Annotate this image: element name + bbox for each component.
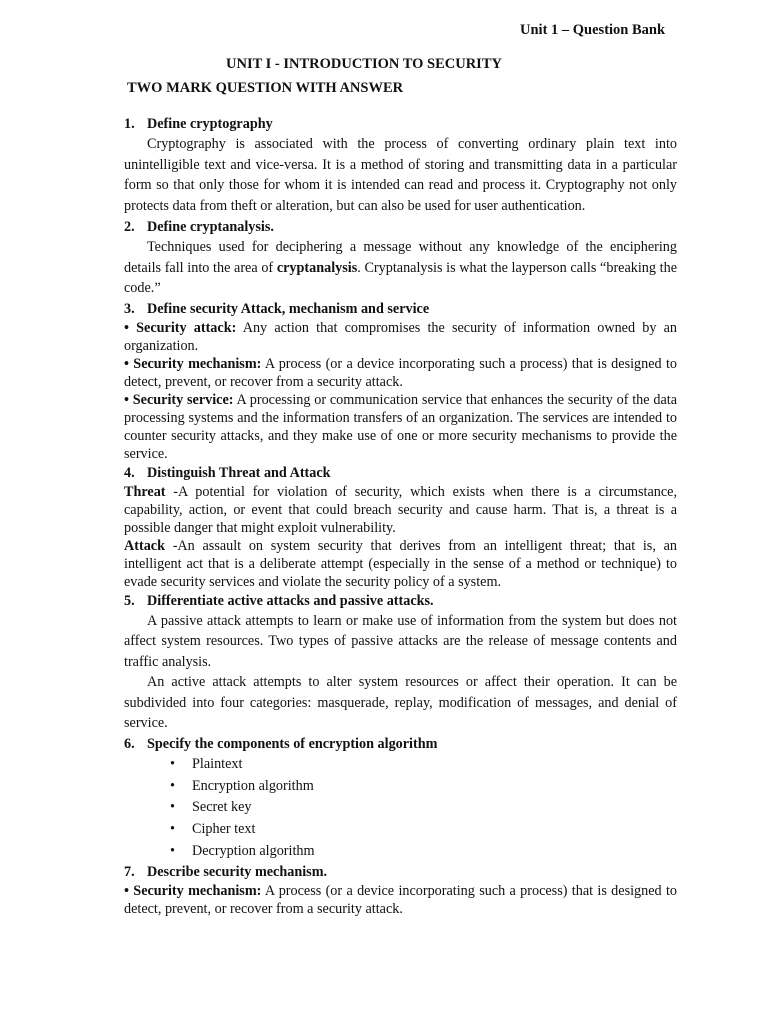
- question-title: Define cryptography: [147, 116, 273, 132]
- document-body: [124, 114, 677, 918]
- bullet-icon: •: [170, 799, 175, 816]
- attack-definition: [124, 537, 677, 591]
- running-header: Unit 1 – Question Bank: [520, 22, 666, 38]
- question-title: Differentiate active attacks and passive attacks.: [147, 592, 434, 609]
- definition-text: -A potential for violation of security, which exists when there is a circumstance, capability, action, or event that could breach security and cause harm. That is, a threat is a possible danger that might exploit vulnerability.: [124, 483, 677, 536]
- security-mechanism-answer: [124, 882, 677, 918]
- unit-title: UNIT I - INTRODUCTION TO SECURITY: [226, 56, 502, 72]
- section-title: TWO MARK QUESTION WITH ANSWER: [127, 80, 404, 96]
- list-item: [170, 754, 677, 776]
- definition-text: A process (or a device incorporating such a process) that is designed to detect, prevent, or recover from a security attack.: [124, 355, 677, 390]
- list-item: [170, 776, 677, 798]
- security-attack-definition: [124, 319, 677, 355]
- component-list: [124, 754, 677, 863]
- question-3-heading: [124, 299, 677, 319]
- question-1-heading: [124, 114, 677, 134]
- passive-attack-paragraph: A passive attack attempts to learn or make use of information from the system but does not affect system resources. Two types of passive attacks are the release of message contents and traffic analysis.: [124, 612, 677, 670]
- list-item-text: Cipher text: [192, 821, 256, 838]
- definition-text: -An assault on system security that derives from an intelligent threat; that is, an intelligent act that is a deliberate attempt (especially in the sense of a method or technique) to evade security services and violate the security policy of a system.: [124, 537, 677, 590]
- question-title: Define security Attack, mechanism and service: [147, 300, 430, 317]
- question-4-heading: [124, 463, 677, 483]
- answer-2-paragraph: [124, 237, 677, 299]
- bold-term: • Security mechanism:: [124, 355, 262, 372]
- question-title: Distinguish Threat and Attack: [147, 464, 331, 481]
- question-number: 2.: [124, 218, 135, 235]
- bullet-icon: •: [170, 777, 175, 794]
- bold-term: Attack: [124, 537, 165, 554]
- answer-text: Techniques used for deciphering a message without any knowledge of the enciphering details fall into the area of: [124, 238, 677, 276]
- bullet-icon: •: [170, 842, 175, 859]
- question-title: Specify the components of encryption algorithm: [147, 735, 438, 752]
- list-item-text: Encryption algorithm: [192, 777, 314, 794]
- list-item-text: Decryption algorithm: [192, 842, 315, 859]
- answer-1-paragraph: Cryptography is associated with the process of converting ordinary plain text into unintelligible text and vice-versa. It is a method of storing and transmitting data in a particular form so that only those for whom it is intended can read and process it. Cryptography not only protects data from theft or alteration, but can also be used for user authentication.: [124, 136, 677, 215]
- list-item-text: Secret key: [192, 799, 252, 816]
- question-number: 3.: [124, 300, 135, 317]
- definition-text: A process (or a device incorporating such a process) that is designed to detect, prevent, or recover from a security attack.: [124, 883, 677, 918]
- question-number: 4.: [124, 464, 135, 481]
- question-number: 6.: [124, 735, 135, 752]
- list-item: [170, 819, 677, 841]
- bold-term: • Security attack:: [124, 319, 237, 336]
- question-title: Describe security mechanism.: [147, 864, 328, 881]
- list-item-text: Plaintext: [192, 755, 243, 772]
- bold-term: • Security mechanism:: [124, 883, 262, 900]
- question-number: 1.: [124, 116, 135, 132]
- bullet-icon: •: [170, 755, 175, 772]
- definition-text: Any action that compromises the security of information owned by an organization.: [124, 319, 677, 354]
- bold-term: • Security service:: [124, 391, 234, 408]
- answer-text: . Cryptanalysis is what the layperson calls “breaking the code.”: [124, 259, 677, 297]
- question-7-heading: [124, 862, 677, 882]
- bold-term: Threat: [124, 483, 166, 500]
- security-service-definition: [124, 391, 677, 463]
- list-item: [170, 841, 677, 863]
- question-title: Define cryptanalysis.: [147, 218, 274, 235]
- question-6-heading: [124, 734, 677, 754]
- active-attack-paragraph: An active attack attempts to alter system resources or affect their operation. It can be subdivided into four categories: masquerade, replay, modification of messages, and denial of service.: [124, 674, 677, 732]
- question-number: 7.: [124, 864, 135, 881]
- question-2-heading: [124, 217, 677, 237]
- list-item: [170, 797, 677, 819]
- question-5-heading: [124, 591, 677, 611]
- security-mechanism-definition: [124, 355, 677, 391]
- bullet-icon: •: [170, 821, 175, 838]
- definition-text: A processing or communication service that enhances the security of the data processing systems and the information transfers of an organization. The services are intended to counter security attacks, and they make use of one or more security mechanisms to provide the service.: [124, 391, 677, 462]
- threat-definition: [124, 483, 677, 537]
- bold-term: cryptanalysis: [276, 259, 358, 276]
- question-number: 5.: [124, 592, 135, 609]
